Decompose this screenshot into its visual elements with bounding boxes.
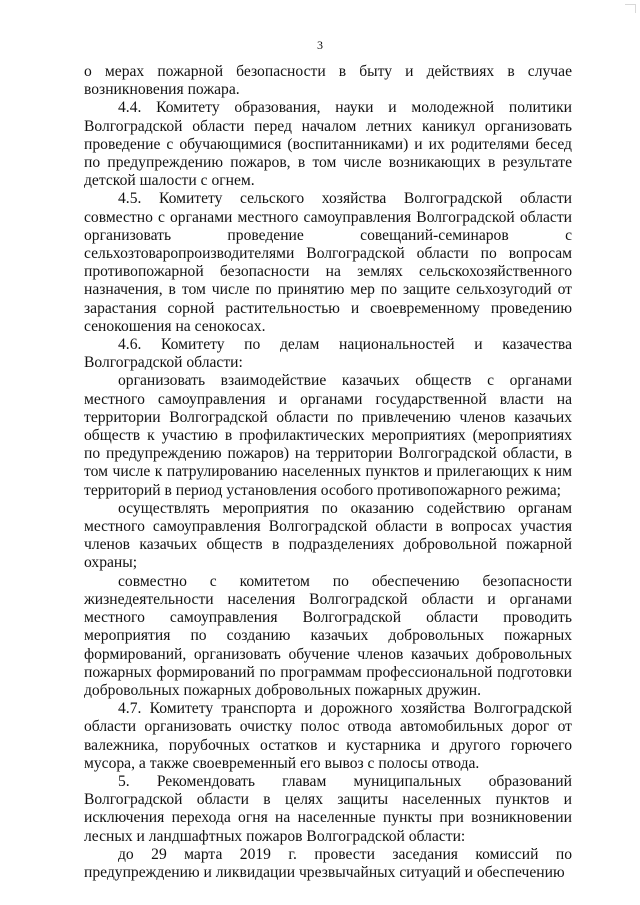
paragraph-4-5: 4.5. Комитету сельского хозяйства Волгоградской области совместно с органами местного самоуправления Волгоградской области организовать проведение совещаний-семинаров с сельхозтоваропроизводителями Волгоградской области по вопросам противопожарной безопасности на землях сельскохозяйственного назначения, в том числе по принятию мер по защите сельхозугодий от зарастания сорной растительностью и своевременному проведению сенокошения на сенокосах. [84,190,572,335]
paragraph-deadline: до 29 марта 2019 г. провести заседания комиссий по предупреждению и ликвидации чрезвычайных ситуаций и обеспечению [84,845,572,881]
paragraph-4-4: 4.4. Комитету образования, науки и молодежной политики Волгоградской области перед началом летних каникул организовать проведение с обучающимися (воспитанниками) и их родителями бесед по предупреждению пожаров, в том числе возникающих в результате детской шалости с огнем. [84,99,572,190]
paragraph-cossack-interaction: организовать взаимодействие казачьих обществ с органами местного самоуправления и органами государственной власти на территории Волгоградской области по привлечению членов казачьих обществ к участию в профилактических мероприятиях (мероприятиях по предупреждению пожаров) на территории Волгоградской области, в том числе к патрулированию населенных пунктов и прилегающих к ним территорий в период установления особого противопожарного режима; [84,372,572,499]
paragraph-4-7: 4.7. Комитету транспорта и дорожного хозяйства Волгоградской области организовать очистку полос отвода автомобильных дорог от валежника, порубочных остатков и кустарника и другого горючего мусора, а также своевременный его вывоз с полосы отвода. [84,700,572,772]
paragraph-cossack-assistance: осуществлять мероприятия по оказанию содействию органам местного самоуправления Волгоградской области в вопросах участия членов казачьих обществ в подразделениях добровольной пожарной охраны; [84,499,572,572]
paragraph-4-6: 4.6. Комитету по делам национальностей и казачества Волгоградской области: [84,336,572,372]
page-number: 3 [317,38,323,52]
document-body [84,63,572,882]
scan-corner-mark [625,4,636,13]
paragraph-fire-safety-household: о мерах пожарной безопасности в быту и действиях в случае возникновения пожара. [84,63,572,99]
paragraph-cossack-formations: совместно с комитетом по обеспечению безопасности жизнедеятельности населения Волгоградской области и органами местного самоуправления Волгоградской области проводить мероприятия по созданию казачьих добровольных пожарных формирований, организовать обучение членов казачьих добровольных пожарных формирований по программам профессиональной подготовки добровольных пожарных добровольных пожарных дружин. [84,572,572,699]
paragraph-5: 5. Рекомендовать главам муниципальных образований Волгоградской области в целях защиты населенных пунктов и исключения перехода огня на населенные пункты при возникновении лесных и ландшафтных пожаров Волгоградской области: [84,772,572,845]
